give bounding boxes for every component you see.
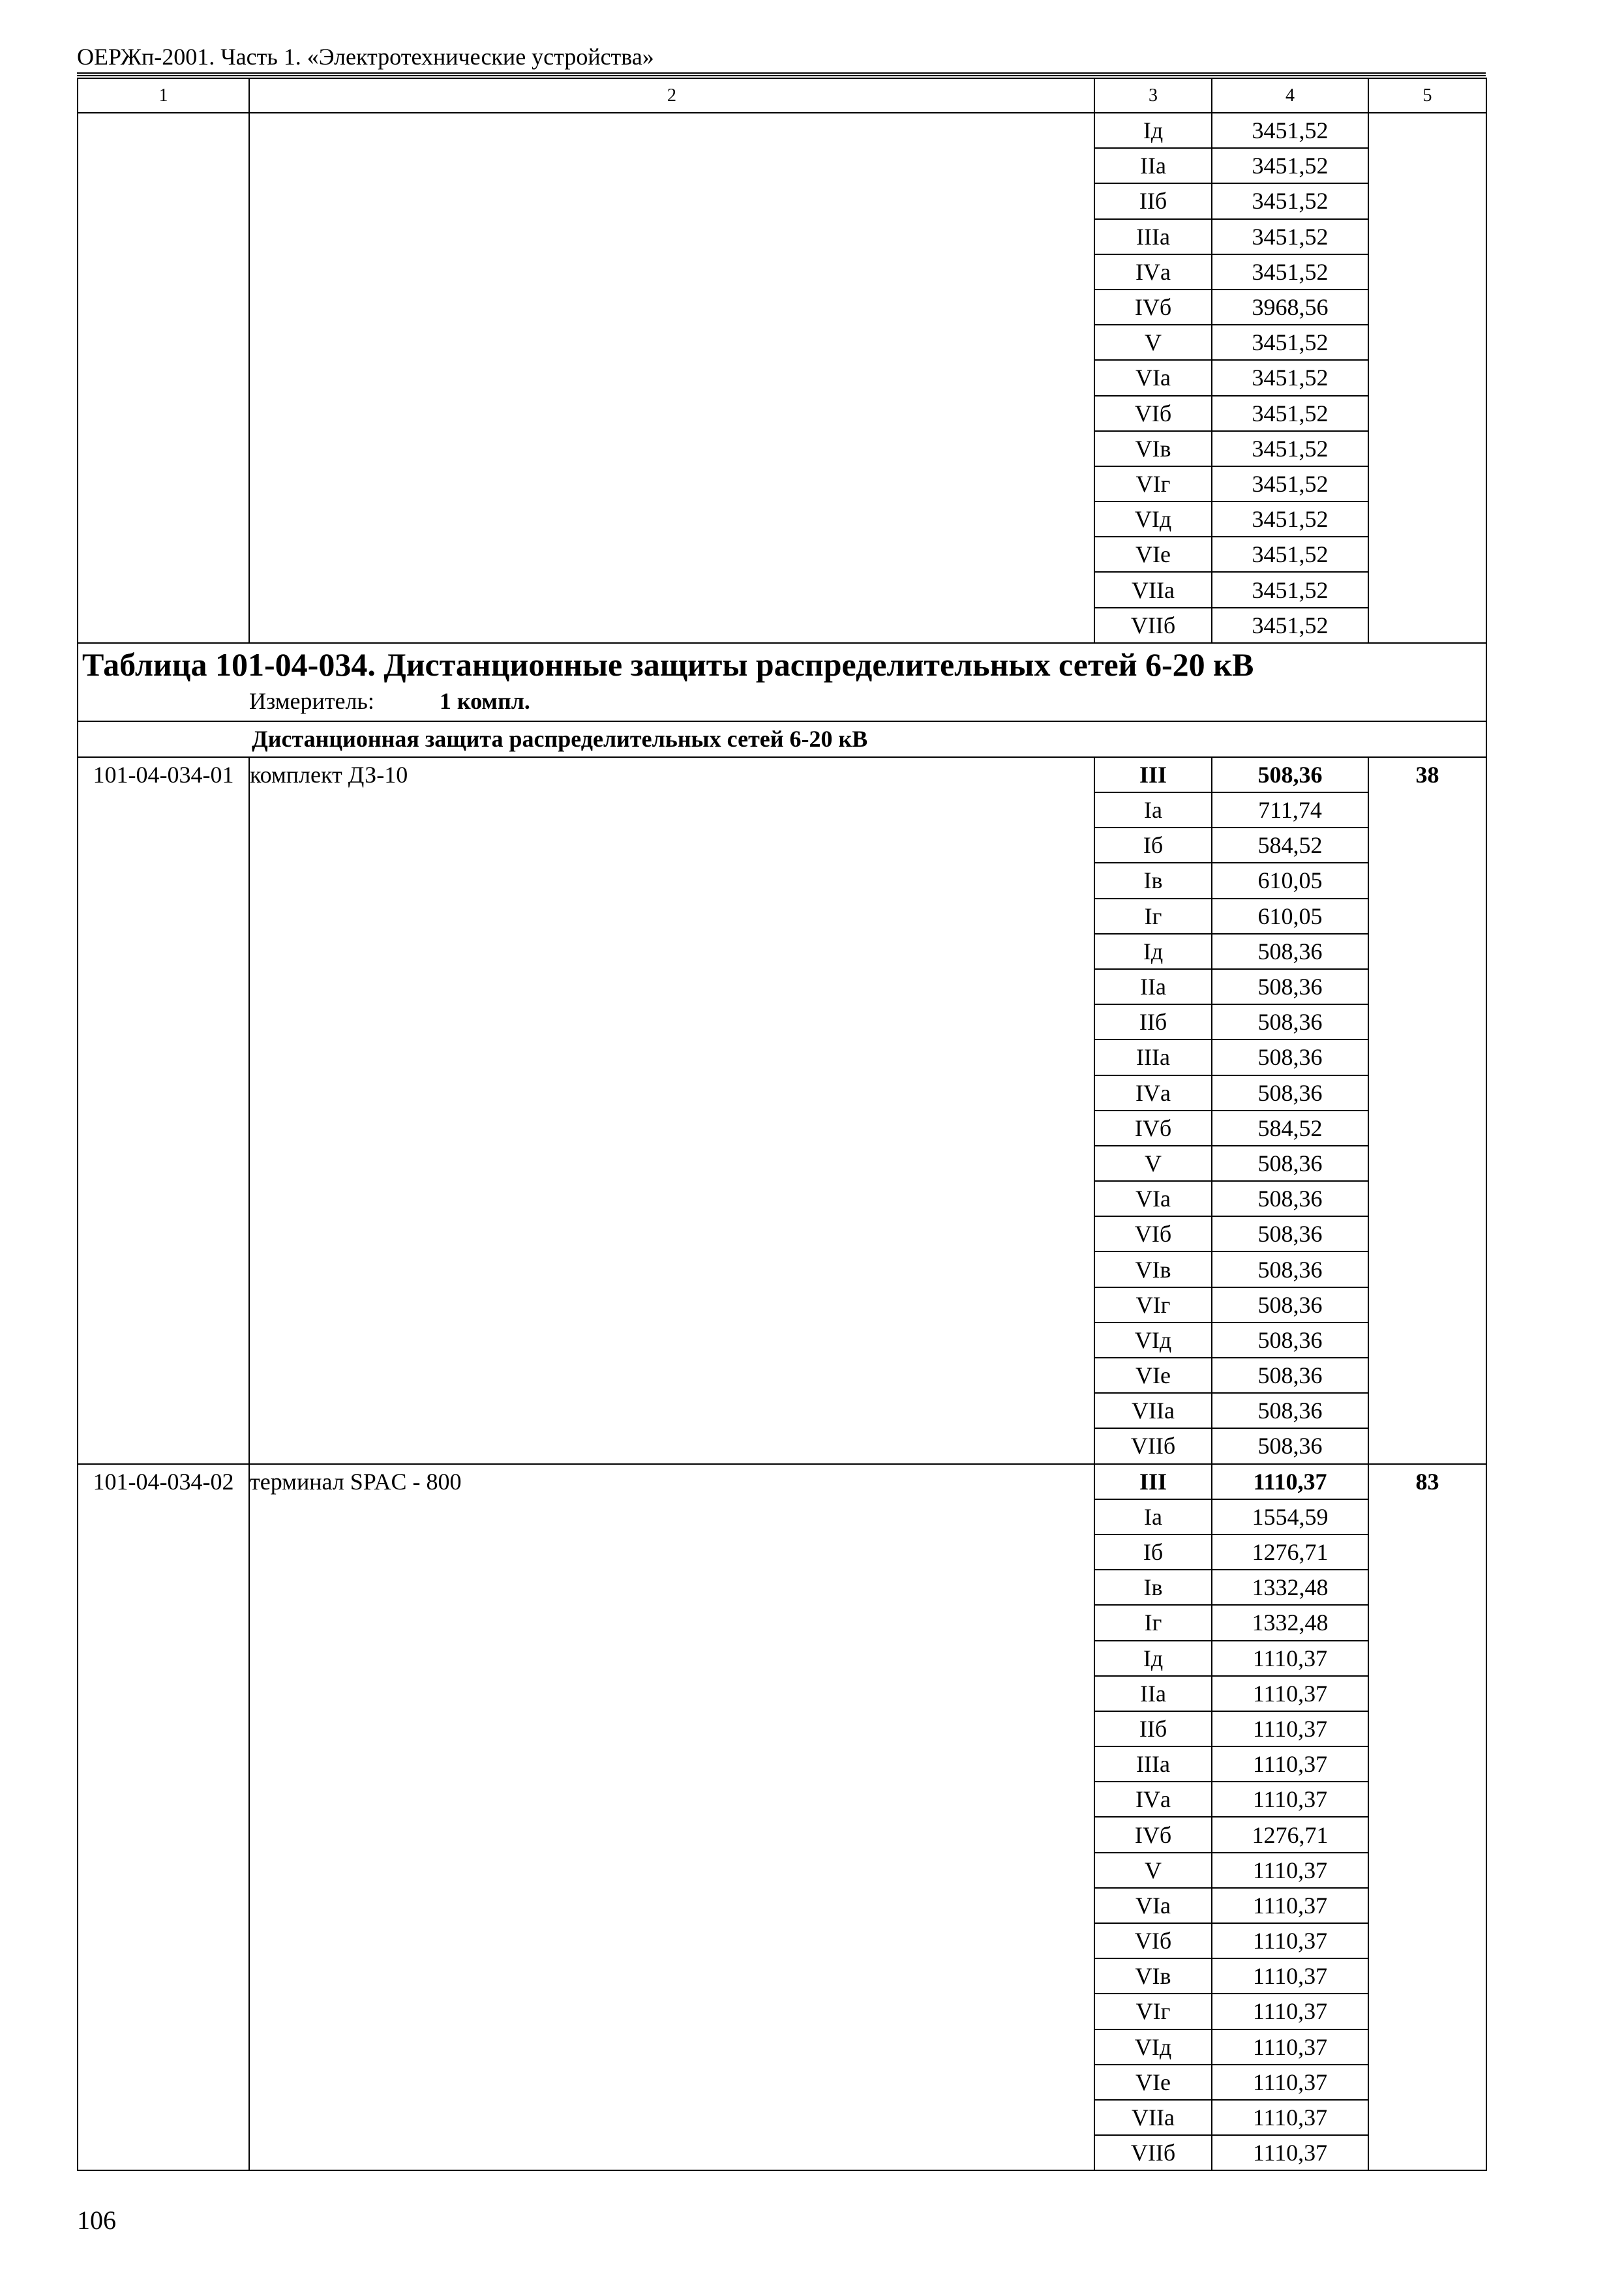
zone-cell: IVа xyxy=(1094,254,1212,290)
value-cell: 1110,37 xyxy=(1212,2135,1368,2170)
zone-cell: Iг xyxy=(1094,899,1212,934)
zone-cell: Iг xyxy=(1094,1605,1212,1640)
value-cell: 1110,37 xyxy=(1212,1994,1368,2029)
zone-cell: VIб xyxy=(1094,1923,1212,1958)
name-cell: терминал SPAC - 800 xyxy=(249,1464,1094,2171)
table-row xyxy=(78,757,1486,792)
value-cell: 508,36 xyxy=(1212,934,1368,969)
value-cell: 610,05 xyxy=(1212,863,1368,898)
value-cell: 3451,52 xyxy=(1212,501,1368,537)
value-cell: 3451,52 xyxy=(1212,325,1368,360)
col5-cell: 83 xyxy=(1368,1464,1486,2171)
value-cell: 508,36 xyxy=(1212,1040,1368,1075)
zone-cell: VIе xyxy=(1094,537,1212,572)
value-cell: 610,05 xyxy=(1212,899,1368,934)
table-row xyxy=(78,1464,1486,1499)
value-cell: 1332,48 xyxy=(1212,1570,1368,1605)
zone-cell: VIIб xyxy=(1094,608,1212,643)
value-cell: 1110,37 xyxy=(1212,2029,1368,2065)
zone-cell: Iв xyxy=(1094,1570,1212,1605)
section-row xyxy=(78,721,1486,757)
value-cell: 3451,52 xyxy=(1212,113,1368,148)
value-cell: 1110,37 xyxy=(1212,1641,1368,1676)
value-cell: 508,36 xyxy=(1212,1428,1368,1463)
zone-cell: VIе xyxy=(1094,2065,1212,2100)
value-cell: 508,36 xyxy=(1212,969,1368,1004)
column-number: 1 xyxy=(78,78,249,113)
name-cell xyxy=(249,113,1094,643)
zone-cell: VIв xyxy=(1094,431,1212,466)
zone-cell: IIб xyxy=(1094,183,1212,218)
zone-cell: IIIа xyxy=(1094,1746,1212,1782)
value-cell: 3451,52 xyxy=(1212,537,1368,572)
zone-cell: IIа xyxy=(1094,969,1212,1004)
value-cell: 1554,59 xyxy=(1212,1499,1368,1534)
table-title: Таблица 101-04-034. Дистанционные защиты распределительных сетей 6-20 кВ xyxy=(82,646,1254,683)
zone-cell: VIе xyxy=(1094,1358,1212,1393)
col5-cell: 38 xyxy=(1368,757,1486,1464)
value-cell: 3451,52 xyxy=(1212,254,1368,290)
value-cell: 584,52 xyxy=(1212,1111,1368,1146)
value-cell: 3451,52 xyxy=(1212,572,1368,607)
value-cell: 1110,37 xyxy=(1212,1888,1368,1923)
value-cell: 584,52 xyxy=(1212,828,1368,863)
zone-cell: IIа xyxy=(1094,1676,1212,1711)
zone-cell: IIIа xyxy=(1094,1040,1212,1075)
zone-cell: V xyxy=(1094,1146,1212,1181)
name-cell: комплект ДЗ-10 xyxy=(249,757,1094,1464)
zone-cell: V xyxy=(1094,325,1212,360)
zone-cell: IIб xyxy=(1094,1004,1212,1040)
value-cell: 508,36 xyxy=(1212,1251,1368,1287)
zone-cell: VIIа xyxy=(1094,2100,1212,2135)
value-cell: 1110,37 xyxy=(1212,1676,1368,1711)
column-number: 3 xyxy=(1094,78,1212,113)
zone-cell: VIг xyxy=(1094,1287,1212,1323)
value-cell: 3451,52 xyxy=(1212,183,1368,218)
zone-cell: VIб xyxy=(1094,1216,1212,1251)
value-cell: 1110,37 xyxy=(1212,1782,1368,1817)
table-title-cell xyxy=(78,643,1486,721)
zone-cell: Iб xyxy=(1094,1534,1212,1570)
header-rule xyxy=(77,72,1486,74)
value-cell: 1110,37 xyxy=(1212,1958,1368,1994)
column-number-row xyxy=(78,78,1486,113)
zone-cell: Iд xyxy=(1094,1641,1212,1676)
page-header: ОЕРЖп-2001. Часть 1. «Электротехнические устройства» xyxy=(77,44,654,70)
zone-cell: VIг xyxy=(1094,466,1212,501)
value-cell: 508,36 xyxy=(1212,1216,1368,1251)
value-cell: 1110,37 xyxy=(1212,1746,1368,1782)
value-cell: 3451,52 xyxy=(1212,219,1368,254)
zone-cell: VIа xyxy=(1094,360,1212,395)
value-cell: 1110,37 xyxy=(1212,2100,1368,2135)
value-cell: 3968,56 xyxy=(1212,290,1368,325)
value-cell: 508,36 xyxy=(1212,1146,1368,1181)
value-cell: 508,36 xyxy=(1212,1287,1368,1323)
measure-line xyxy=(82,685,1482,717)
value-cell: 3451,52 xyxy=(1212,466,1368,501)
zone-cell: IVб xyxy=(1094,1111,1212,1146)
value-cell: 1332,48 xyxy=(1212,1605,1368,1640)
zone-cell: III xyxy=(1094,757,1212,792)
zone-cell: Iв xyxy=(1094,863,1212,898)
value-cell: 1110,37 xyxy=(1212,1923,1368,1958)
value-cell: 508,36 xyxy=(1212,1004,1368,1040)
value-cell: 1276,71 xyxy=(1212,1534,1368,1570)
zone-cell: VIIб xyxy=(1094,2135,1212,2170)
zone-cell: Iа xyxy=(1094,1499,1212,1534)
value-cell: 508,36 xyxy=(1212,1075,1368,1111)
zone-cell: IVа xyxy=(1094,1075,1212,1111)
zone-cell: V xyxy=(1094,1853,1212,1888)
value-cell: 1110,37 xyxy=(1212,1853,1368,1888)
zone-cell: VIIа xyxy=(1094,572,1212,607)
value-cell: 508,36 xyxy=(1212,757,1368,792)
value-cell: 508,36 xyxy=(1212,1323,1368,1358)
zone-cell: III xyxy=(1094,1464,1212,1499)
section-title: Дистанционная защита распределительных сетей 6-20 кВ xyxy=(252,725,868,752)
zone-cell: IVа xyxy=(1094,1782,1212,1817)
zone-cell: VIIб xyxy=(1094,1428,1212,1463)
col5-cell xyxy=(1368,113,1486,643)
zone-cell: Iб xyxy=(1094,828,1212,863)
value-cell: 1110,37 xyxy=(1212,1711,1368,1746)
zone-cell: VIа xyxy=(1094,1888,1212,1923)
zone-cell: VIа xyxy=(1094,1181,1212,1216)
zone-cell: IVб xyxy=(1094,1817,1212,1852)
column-number: 4 xyxy=(1212,78,1368,113)
value-cell: 1110,37 xyxy=(1212,1464,1368,1499)
zone-cell: IIб xyxy=(1094,1711,1212,1746)
zone-cell: VIд xyxy=(1094,1323,1212,1358)
zone-cell: IIIа xyxy=(1094,219,1212,254)
value-cell: 3451,52 xyxy=(1212,396,1368,431)
value-cell: 3451,52 xyxy=(1212,148,1368,183)
code-cell: 101-04-034-02 xyxy=(78,1464,249,2171)
zone-cell: VIд xyxy=(1094,2029,1212,2065)
zone-cell: VIг xyxy=(1094,1994,1212,2029)
zone-cell: VIв xyxy=(1094,1958,1212,1994)
zone-cell: Iа xyxy=(1094,792,1212,828)
zone-cell: Iд xyxy=(1094,934,1212,969)
zone-cell: VIв xyxy=(1094,1251,1212,1287)
value-cell: 508,36 xyxy=(1212,1393,1368,1428)
value-cell: 3451,52 xyxy=(1212,431,1368,466)
value-cell: 711,74 xyxy=(1212,792,1368,828)
zone-cell: VIд xyxy=(1094,501,1212,537)
section-cell xyxy=(78,721,1486,757)
zone-cell: Iд xyxy=(1094,113,1212,148)
value-cell: 3451,52 xyxy=(1212,608,1368,643)
table-row xyxy=(78,113,1486,148)
rates-table xyxy=(77,78,1487,2171)
column-number: 5 xyxy=(1368,78,1486,113)
value-cell: 508,36 xyxy=(1212,1358,1368,1393)
code-cell: 101-04-034-01 xyxy=(78,757,249,1464)
column-number: 2 xyxy=(249,78,1094,113)
value-cell: 508,36 xyxy=(1212,1181,1368,1216)
value-cell: 1110,37 xyxy=(1212,2065,1368,2100)
table-title-row xyxy=(78,643,1486,721)
code-cell xyxy=(78,113,249,643)
page-number: 106 xyxy=(77,2206,116,2235)
measure-label: Измеритель: xyxy=(249,687,374,714)
zone-cell: VIб xyxy=(1094,396,1212,431)
value-cell: 1276,71 xyxy=(1212,1817,1368,1852)
zone-cell: IIа xyxy=(1094,148,1212,183)
zone-cell: IVб xyxy=(1094,290,1212,325)
value-cell: 3451,52 xyxy=(1212,360,1368,395)
zone-cell: VIIа xyxy=(1094,1393,1212,1428)
measure-value: 1 компл. xyxy=(439,687,530,714)
header-rule-2 xyxy=(77,75,1486,76)
